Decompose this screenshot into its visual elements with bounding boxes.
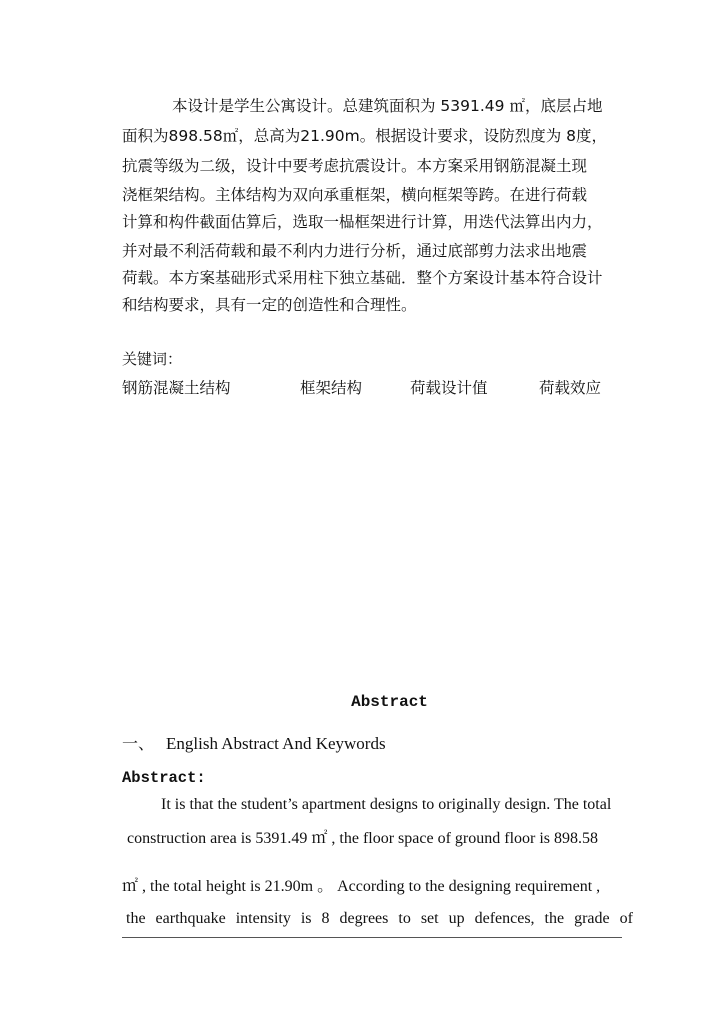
keyword-item: 荷载效应 [539,379,602,397]
keyword-item: 框架结构 [300,379,363,397]
keywords-label: 关键词： [122,350,183,368]
footer-divider [122,937,622,938]
abstract-label: Abstract: [122,769,206,787]
section-heading-text: English Abstract And Keywords [166,734,386,753]
en-abstract-line-3: ㎡ , the total height is 21.90m 。 According to the designing requirement , [122,878,601,895]
section-heading [122,731,386,754]
section-number: 一、 [122,734,155,753]
zh-abstract-line-3: 抗震等级为二级，设计中要考虑抗震设计。本方案采用钢筋混凝土现 [122,157,588,175]
abstract-title: Abstract [351,693,428,711]
en-abstract-line-4: the earthquake intensity is 8 degrees to set up defences, the grade of [126,910,633,927]
zh-abstract-line-5: 计算和构件截面估算后，选取一榀框架进行计算，用迭代法算出内力， [122,213,603,231]
keyword-item: 钢筋混凝土结构 [122,379,231,397]
en-abstract-line-2: construction area is 5391.49 ㎡ , the floor space of ground floor is 898.58 [127,830,599,847]
zh-abstract-line-6: 并对最不利活荷载和最不利内力进行分析，通过底部剪力法求出地震 [122,242,588,260]
keyword-item: 荷载设计值 [410,379,488,397]
en-abstract-line-1: It is that the student’s apartment designs to originally design. The total [161,796,612,813]
zh-abstract-line-8: 和结构要求，具有一定的创造性和合理性。 [122,296,417,314]
zh-abstract-line-2: 面积为898.58㎡，总高为21.90m。根据设计要求，设防烈度为 8度， [122,127,607,145]
zh-abstract-line-4: 浇框架结构。主体结构为双向承重框架，横向框架等跨。在进行荷载 [122,186,588,204]
zh-abstract-line-7: 荷载。本方案基础形式采用柱下独立基础．整个方案设计基本符合设计 [122,269,603,287]
zh-abstract-line-1: 本设计是学生公寓设计。总建筑面积为 5391.49 ㎡，底层占地 [172,97,603,115]
